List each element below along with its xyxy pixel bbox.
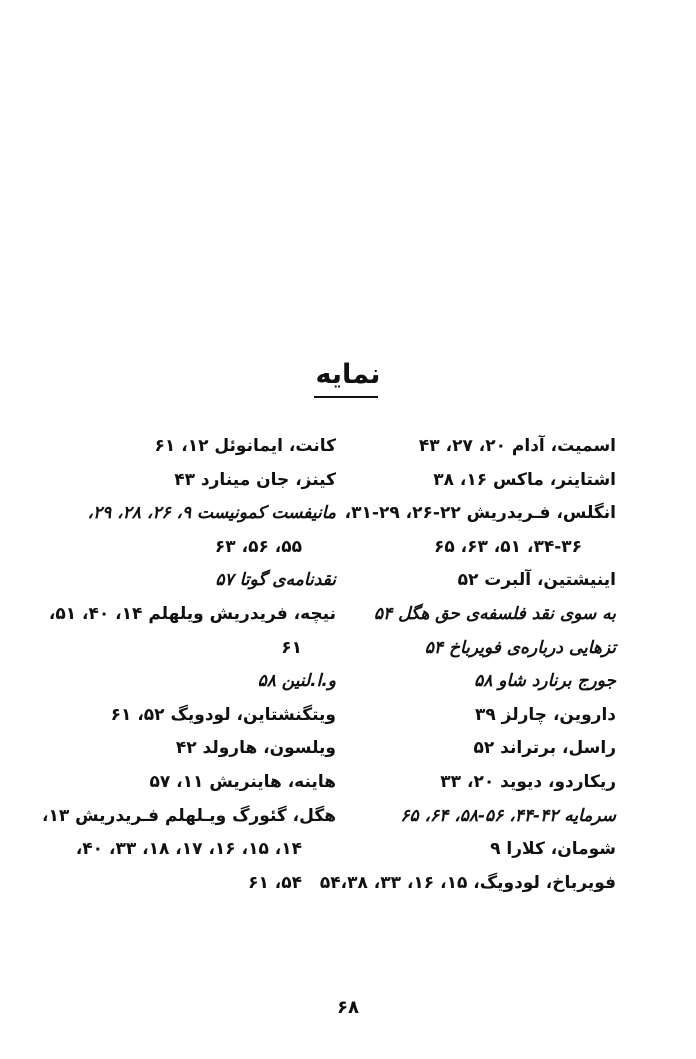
page-number: ۶۸	[337, 997, 359, 1018]
index-entry: هاینه، هاینریش ۱۱، ۵۷	[149, 771, 336, 792]
index-column-right	[319, 430, 616, 900]
index-entry: راسل، برتراند ۵۲	[473, 738, 616, 759]
index-entry: انگلس، فـریدریش ۲۲-۲۶، ۲۹-۳۱،	[344, 503, 616, 524]
index-entry: ۳۴-۳۶، ۵۱، ۶۳، ۶۵	[433, 536, 582, 557]
index-entry: نیچه، فریدریش ویلهلم ۱۴، ۴۰، ۵۱،	[48, 603, 336, 624]
index-entry: شومان، کلارا ۹	[490, 839, 616, 860]
index-entry: تزهایی درباره‌ی فویرباخ ۵۴	[424, 637, 616, 658]
index-entry: ریکاردو، دیوید ۲۰، ۳۳	[440, 771, 616, 792]
index-entry: هگل، گئورگ ویـلهلم فـریدریش ۱۳،	[41, 805, 336, 826]
index-entry: ۵۵، ۵۶، ۶۳	[214, 536, 302, 557]
index-entry: به سوی نقد فلسفه‌ی حق هگل ۵۴	[373, 603, 616, 624]
page-title: نمایه	[315, 359, 381, 390]
index-entry: و.ا.لنین ۵۸	[257, 671, 336, 692]
index-entry: جورج برنارد شاو ۵۸	[474, 671, 616, 692]
index-entry: ویلسون، هارولد ۴۲	[175, 738, 336, 759]
index-entry: مانیفست کمونیست ۹، ۲۶، ۲۸، ۲۹،	[87, 503, 336, 524]
title-underline	[314, 396, 378, 398]
index-entry: ویتگنشتاین، لودویگ ۵۲، ۶۱	[110, 704, 336, 725]
index-column-left	[41, 430, 336, 900]
index-entry: ۶۱	[281, 637, 302, 658]
index-entry: کانت، ایمانوئل ۱۲، ۶۱	[154, 436, 336, 456]
index-entry: ۱۴، ۱۵، ۱۶، ۱۷، ۱۸، ۳۳، ۴۰،	[75, 839, 302, 860]
index-entry: فویرباخ، لودویگ، ۱۵، ۱۶، ۳۳، ۵۴،۳۸	[319, 872, 616, 893]
index-entry: کینز، جان مینارد ۴۳	[174, 469, 336, 490]
index-entry: ۵۴، ۶۱	[248, 872, 302, 893]
index-entry: داروین، چارلز ۳۹	[474, 704, 616, 725]
index-entry: اسمیت، آدام ۲۰، ۲۷، ۴۳	[418, 436, 616, 456]
index-entry: نقدنامه‌ی گوتا ۵۷	[215, 570, 336, 591]
index-entry: اینیشتین، آلبرت ۵۲	[457, 570, 616, 591]
index-entry: اشتاینر، ماکس ۱۶، ۳۸	[433, 469, 616, 490]
index-entry: سرمایه ۴۲-۴۴، ۵۶-۵۸، ۶۴، ۶۵	[400, 805, 616, 826]
